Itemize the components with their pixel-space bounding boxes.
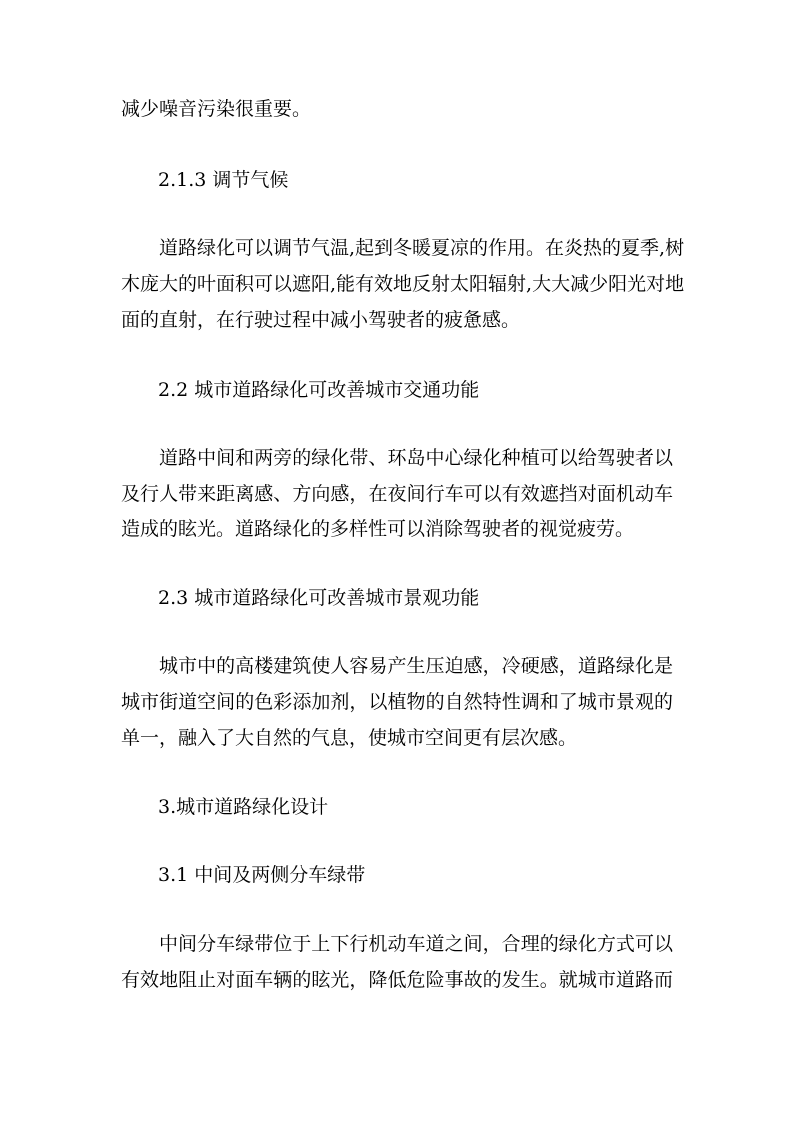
paragraph-line: 城市中的高楼建筑使人容易产生压迫感，冷硬感，道路绿化是 — [159, 655, 673, 677]
section-heading: 2.1.3 调节气候 — [158, 169, 289, 191]
paragraph-line: 及行人带来距离感、方向感，在夜间行车可以有效遮挡对面机动车 — [121, 483, 673, 505]
section-heading: 3.城市道路绿化设计 — [158, 796, 329, 818]
paragraph-line: 中间分车绿带位于上下行机动车道之间，合理的绿化方式可以 — [159, 933, 673, 955]
section-heading: 3.1 中间及两侧分车绿带 — [158, 864, 366, 886]
paragraph-line: 道路绿化可以调节气温,起到冬暖夏凉的作用。在炎热的夏季,树 — [159, 237, 685, 259]
paragraph-line: 单一，融入了大自然的气息，使城市空间更有层次感。 — [121, 727, 578, 749]
paragraph-line: 道路中间和两旁的绿化带、环岛中心绿化种植可以给驾驶者以 — [159, 447, 673, 469]
paragraph-line: 面的直射，在行驶过程中减小驾驶者的疲惫感。 — [121, 309, 521, 331]
paragraph-line: 木庞大的叶面积可以遮阳,能有效地反射太阳辐射,大大减少阳光对地 — [121, 273, 685, 295]
paragraph-line: 造成的眩光。道路绿化的多样性可以消除驾驶者的视觉疲劳。 — [121, 518, 635, 540]
paragraph-line: 减少噪音污染很重要。 — [121, 98, 312, 120]
paragraph-line: 城市街道空间的色彩添加剂，以植物的自然特性调和了城市景观的 — [121, 691, 673, 713]
section-heading: 2.2 城市道路绿化可改善城市交通功能 — [158, 379, 480, 401]
paragraph-line: 有效地阻止对面车辆的眩光，降低危险事故的发生。就城市道路而 — [121, 969, 673, 991]
section-heading: 2.3 城市道路绿化可改善城市景观功能 — [158, 587, 480, 609]
